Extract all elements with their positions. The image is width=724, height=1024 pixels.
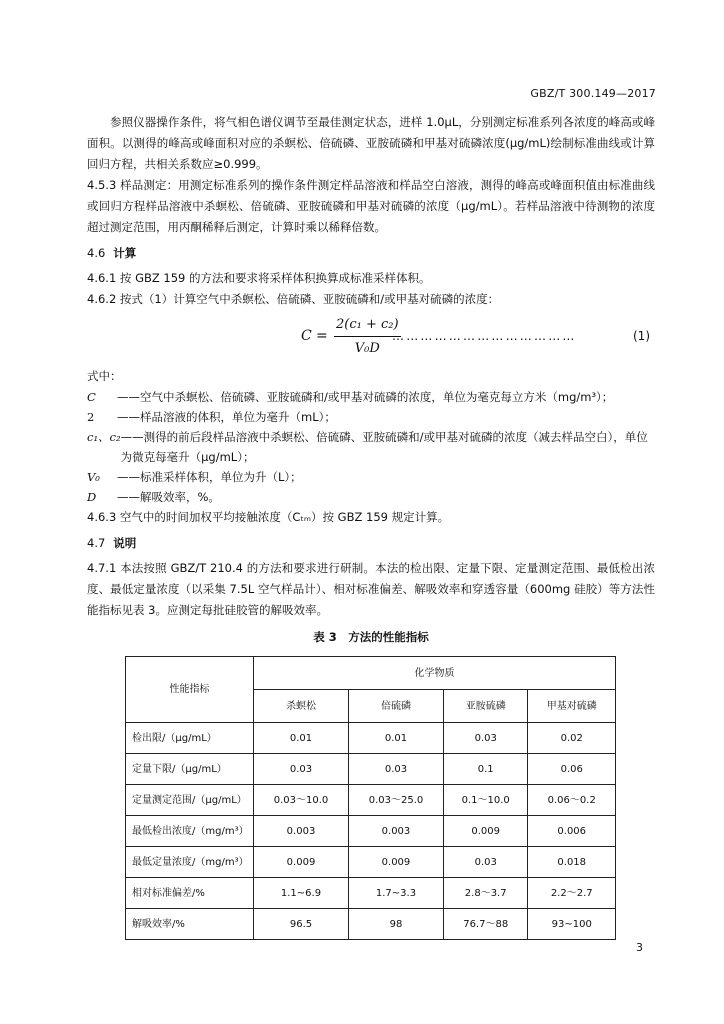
table-cell: 76.7～88 [443,909,527,940]
table-cell: 2.8～3.7 [443,878,527,909]
table-row [126,847,616,878]
table-cell: 0.009 [254,847,349,878]
symbol-description: ——空气中杀螟松、倍硫磷、亚胺硫磷和/或甲基对硫磷的浓度，单位为毫克每立方米（mg/m³）； [117,390,614,404]
symbol-row [87,387,655,407]
table-header-left: 性能指标 [126,657,254,723]
table-cell: 0.003 [348,816,443,847]
symbol-row [87,427,655,467]
table-cell: 98 [348,909,443,940]
clause-number: 4.5.3 [87,178,117,192]
section-heading-4-6 [87,243,655,264]
table-cell: 1.1~6.9 [254,878,349,909]
table-cell: 0.02 [528,723,616,754]
table-header-row [126,657,616,690]
clause-4-5-3 [87,175,655,238]
table-cell: 0.01 [254,723,349,754]
table-title: 表 3 方法的性能指标 [313,630,429,644]
table-header-group: 化学物质 [254,657,616,690]
page-number: 3 [636,941,643,954]
formula-leader-dots: ………………………………… [392,329,577,343]
clause-4-6-3 [87,507,655,528]
symbol: c₁、c₂ [87,430,121,444]
where-label: 式中： [87,369,122,383]
clause-number: 4.7.1 [87,561,117,575]
section-title: 说明 [113,536,137,550]
performance-table [125,656,616,940]
symbol: D [87,490,97,504]
table-row [126,723,616,754]
table-row [126,878,616,909]
intro-paragraph: 参照仪器操作条件，将气相色谱仪调节至最佳测定状态，进样 1.0μL，分别测定标准系列各浓度的峰高或峰面积。以测得的峰高或峰面积对应的杀螟松、倍硫磷、亚胺硫磷和甲基对硫磷浓度(μg/mL)绘制标准曲线或计算回归方程，共相关系数应≥0.999。 [87,115,655,171]
table-cell: 0.03～25.0 [348,785,443,816]
table-cell: 0.03 [254,754,349,785]
table-cell: 0.018 [528,847,616,878]
symbol: 2 [87,410,95,424]
table-row [126,785,616,816]
symbol-description: ——测得的前后段样品溶液中杀螟松、倍硫磷、亚胺硫磷和/或甲基对硫磷的浓度（减去样品空白），单位为微克每毫升（μg/mL）； [120,430,648,464]
symbol-row [87,487,655,507]
table-cell: 0.009 [443,816,527,847]
row-label: 最低定量浓度/（mg/m³） [126,847,254,878]
column-header: 亚胺硫磷 [443,690,527,723]
table-cell: 0.1～10.0 [443,785,527,816]
table-cell: 96.5 [254,909,349,940]
document-body [87,112,655,940]
clause-text: 按 GBZ 159 的方法和要求将采样体积换算成标准采样体积。 [119,271,431,285]
row-label: 解吸效率/% [126,909,254,940]
column-header: 倍硫磷 [348,690,443,723]
table-cell: 93~100 [528,909,616,940]
table-cell: 0.006 [528,816,616,847]
symbol-description: ——样品溶液的体积，单位为毫升（mL）； [117,410,336,424]
clause-text: 按式（1）计算空气中杀螟松、倍硫磷、亚胺硫磷和/或甲基对硫磷的浓度： [119,292,500,306]
table-cell: 0.06 [528,754,616,785]
table-row [126,816,616,847]
symbol: V₀ [87,470,100,484]
clause-number: 4.6.1 [87,271,117,285]
formula-numerator: 2(c₁ + c₂) [334,314,401,337]
symbol: C [87,390,96,404]
symbol-list [87,387,655,507]
table-cell: 0.03 [443,723,527,754]
table-cell: 0.03 [348,754,443,785]
section-title: 计算 [113,246,137,260]
table-cell: 0.003 [254,816,349,847]
table-row [126,754,616,785]
table-cell: 2.2～2.7 [528,878,616,909]
standard-code: GBZ/T 300.149—2017 [530,87,656,100]
formula-1 [87,314,655,360]
formula-equals: = [316,328,328,344]
section-number: 4.7 [87,536,106,550]
row-label: 检出限/（μg/mL） [126,723,254,754]
table-row [126,909,616,940]
symbol-row [87,467,655,487]
table-cell: 0.1 [443,754,527,785]
section-number: 4.6 [87,246,106,260]
row-label: 相对标准偏差/% [126,878,254,909]
clause-text: 样品测定：用测定标准系列的操作条件测定样品溶液和样品空白溶液，测得的峰高或峰面积值由标准曲线或回归方程样品溶液中杀螟松、倍硫磷、亚胺硫磷和甲基对硫磷的浓度（μg/mL）。若样品溶液中待测物的浓度超过测定范围，用丙酮稀释后测定，计算时乘以稀释倍数。 [87,178,656,234]
row-label: 定量测定范围/（μg/mL） [126,785,254,816]
clause-4-7-1 [87,558,655,621]
table-cell: 0.01 [348,723,443,754]
formula-denominator: V₀D [354,341,380,356]
clause-text: 空气中的时间加权平均接触浓度（Cₜₘ）按 GBZ 159 规定计算。 [119,510,450,524]
table-cell: 0.009 [348,847,443,878]
column-header: 甲基对硫磷 [528,690,616,723]
table-cell: 1.7~3.3 [348,878,443,909]
symbol-description: ——解吸效率，%。 [117,490,220,504]
section-heading-4-7 [87,533,655,554]
table-cell: 0.03～10.0 [254,785,349,816]
symbol-row [87,407,655,427]
column-header: 杀螟松 [254,690,349,723]
table-cell: 0.06～0.2 [528,785,616,816]
formula-lhs: C [301,328,312,344]
symbol-description: ——标准采样体积，单位为升（L）； [117,470,302,484]
clause-text: 本法按照 GBZ/T 210.4 的方法和要求进行研制。本法的检出限、定量下限、定量测定范围、最低检出浓度、最低定量浓度（以采集 7.5L 空气样品计）、相对标准偏差、解吸效率和穿透容量（600mg 硅胶）等方法性能指标见表 3。应测定每批硅胶管的解吸效率。 [87,561,655,617]
formula-fraction [334,314,401,359]
clause-4-6-2 [87,289,655,310]
clause-number: 4.6.3 [87,510,117,524]
row-label: 定量下限/（μg/mL） [126,754,254,785]
row-label: 最低检出浓度/（mg/m³） [126,816,254,847]
formula-number: (1) [633,329,650,343]
clause-number: 4.6.2 [87,292,117,306]
table-cell: 0.03 [443,847,527,878]
clause-4-6-1 [87,268,655,289]
